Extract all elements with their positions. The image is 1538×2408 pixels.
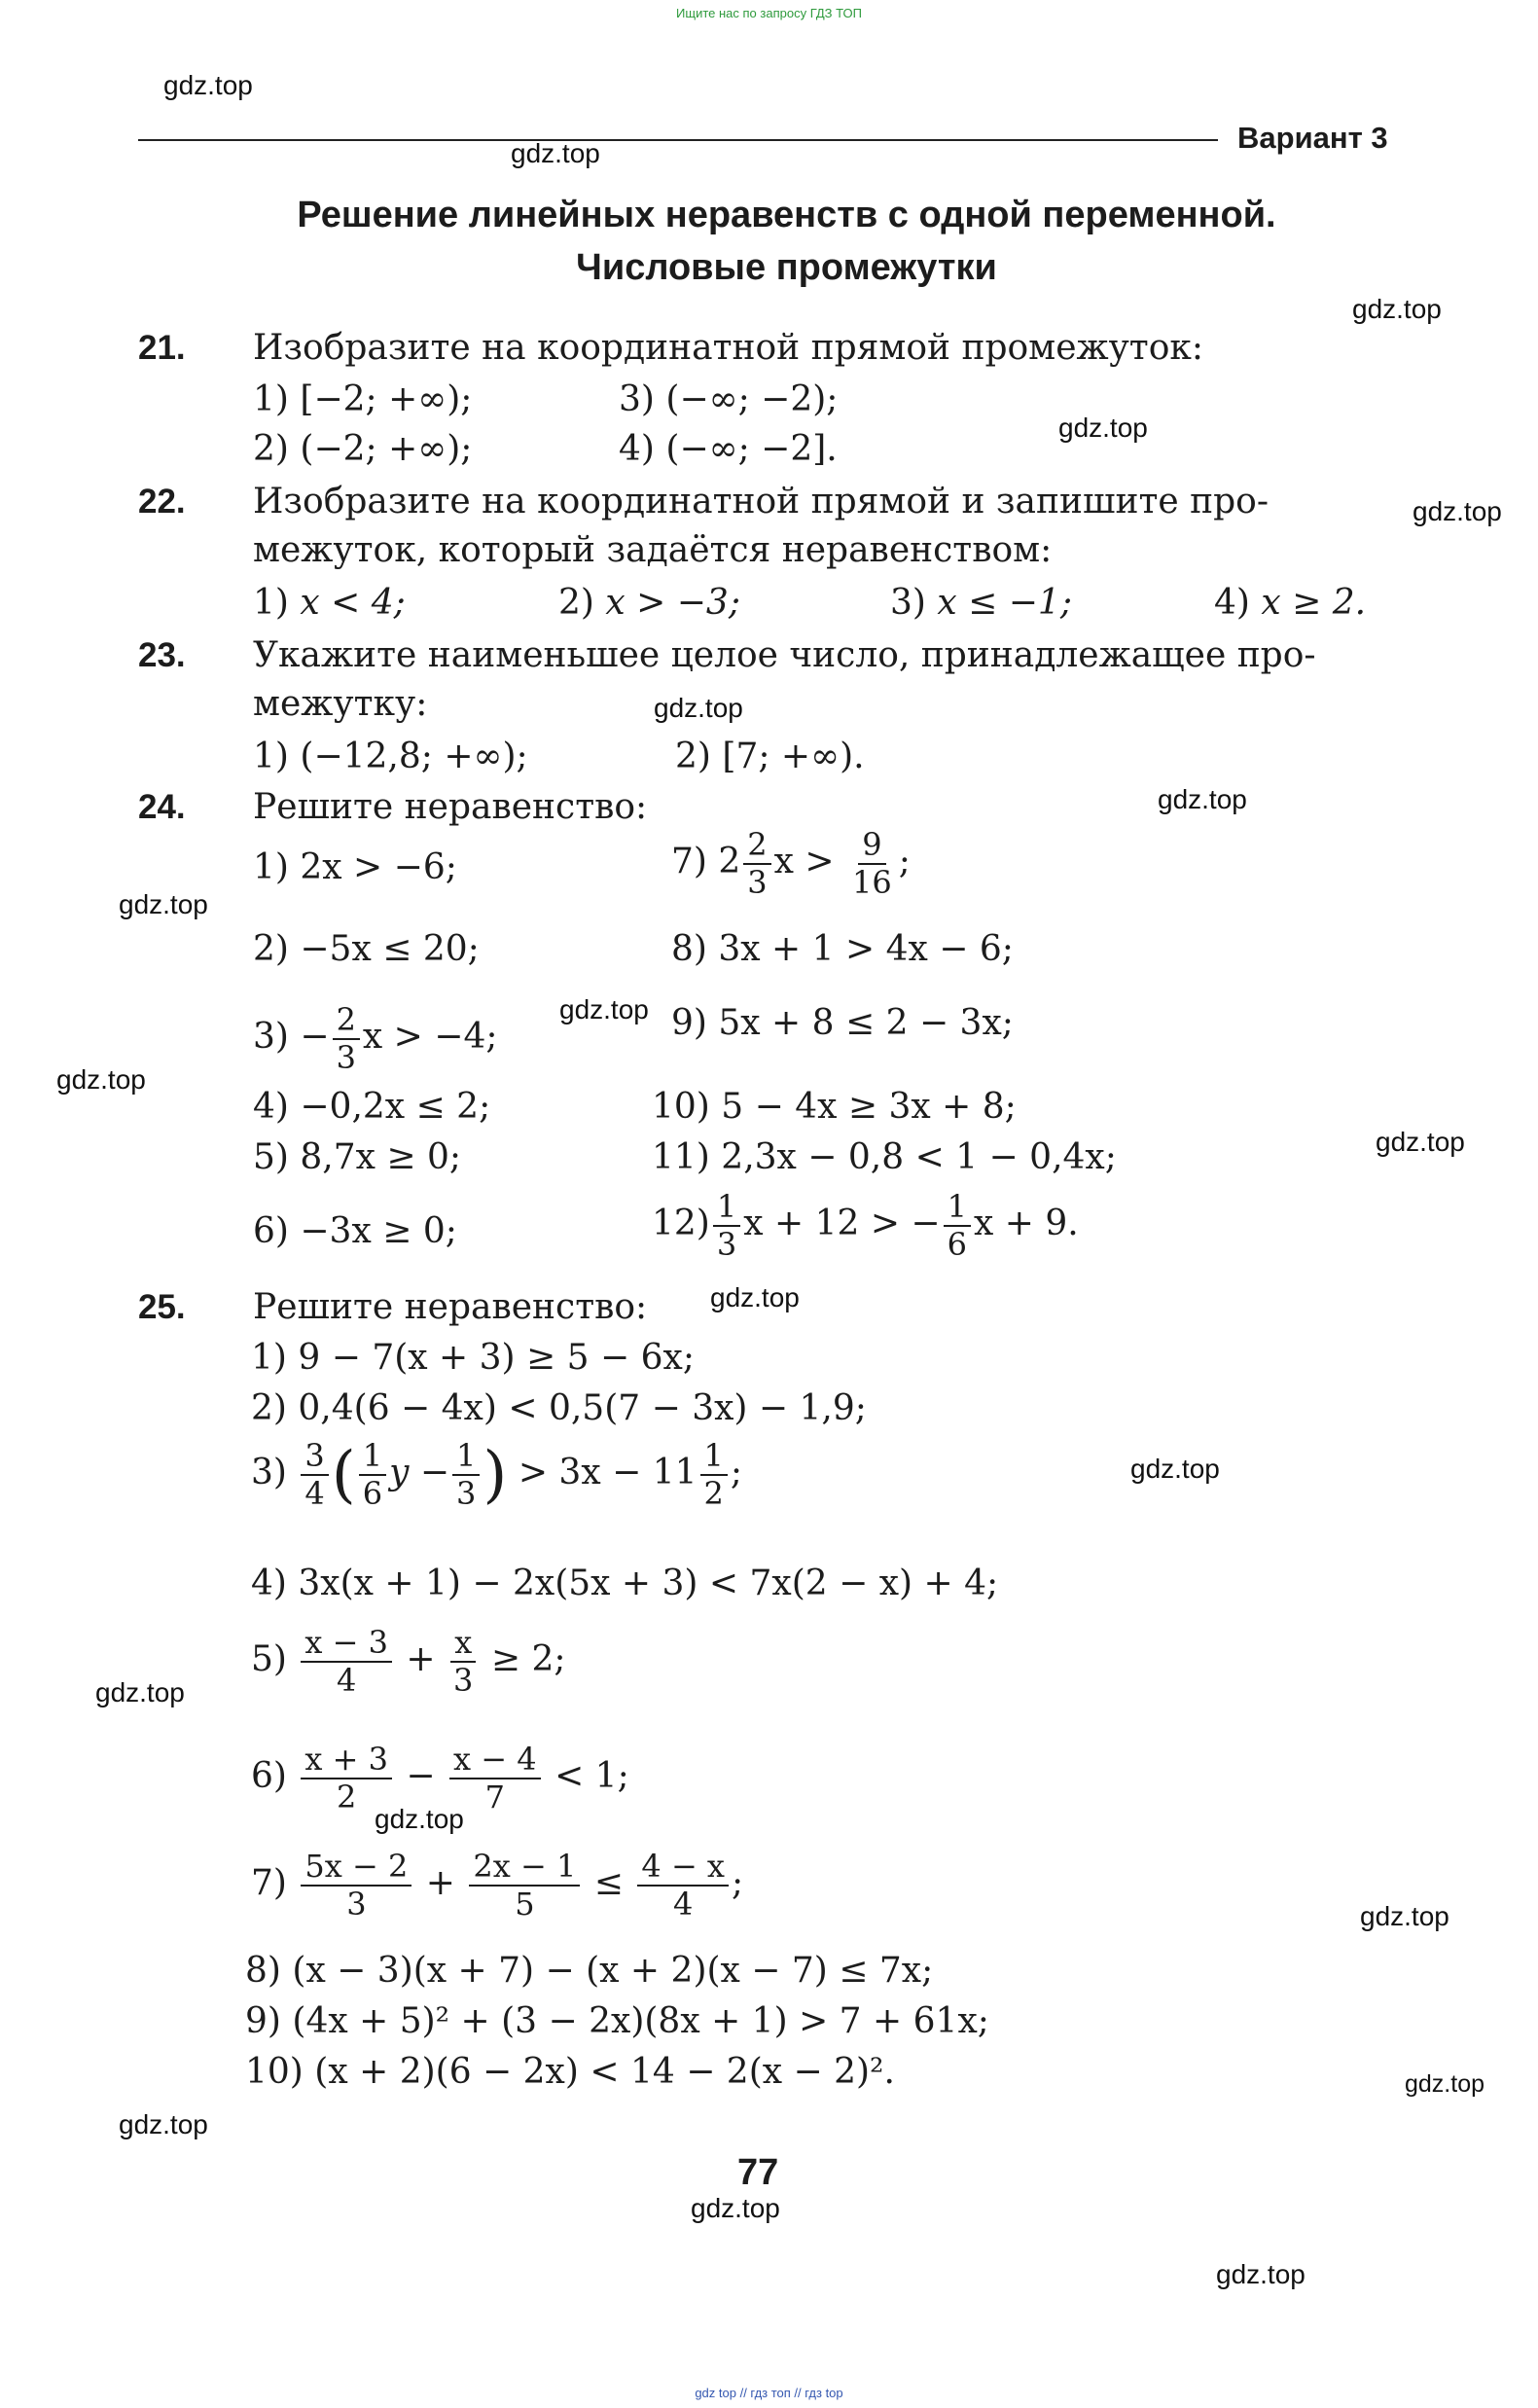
denominator: 16 (852, 863, 892, 901)
fraction (700, 1438, 728, 1512)
item-text: 7) (251, 1862, 287, 1903)
watermark: gdz.top (1058, 413, 1148, 443)
item-math: x > −3; (605, 583, 740, 623)
problem-23-text-2: межутку: (253, 684, 428, 724)
numerator: 3 (301, 1438, 328, 1476)
item-text: x > −4; (362, 1016, 498, 1057)
numerator: x + 3 (301, 1742, 392, 1779)
watermark: gdz.top (1360, 1901, 1449, 1931)
problem-22-item-2 (558, 583, 740, 623)
problem-23-heading (138, 635, 1316, 675)
fraction (944, 1189, 971, 1263)
fraction (452, 1438, 480, 1512)
watermark: gdz.top (56, 1064, 146, 1095)
problem-21-item-3: 3) (−∞; −2); (619, 379, 839, 419)
problem-21-item-4: 4) (−∞; −2]. (619, 429, 838, 469)
problem-number: 21. (138, 329, 186, 367)
problem-text: Изобразите на координатной прямой и запишите про- (253, 482, 1269, 521)
problem-24-heading (138, 787, 648, 827)
problem-text: Изобразите на координатной прямой промежуток: (253, 328, 1204, 368)
watermark: gdz.top (511, 138, 600, 168)
denominator: 3 (716, 1225, 737, 1263)
fraction (301, 1438, 328, 1512)
problem-23-item-2: 2) [7; +∞). (675, 737, 865, 776)
item-text: 6) (251, 1755, 287, 1796)
item-label: 1) (253, 583, 289, 623)
watermark: gdz.top (654, 693, 743, 723)
item-text: 3) (251, 1452, 287, 1492)
problem-25-item-8: 8) (x − 3)(x + 7) − (x + 2)(x − 7) ≤ 7x; (245, 1951, 934, 1991)
watermark: gdz.top (1405, 2070, 1485, 2098)
problem-22-text-2: межуток, который задаётся неравенством: (253, 530, 1053, 570)
problem-24-item-3 (253, 1002, 497, 1076)
item-text: + (406, 1638, 436, 1679)
item-text: − (406, 1755, 436, 1796)
problem-24-item-8: 8) 3x + 1 > 4x − 6; (671, 929, 1014, 969)
item-text: ; (898, 841, 911, 881)
item-label: 2) (558, 583, 594, 623)
problem-25-heading (138, 1287, 648, 1327)
problem-number: 23. (138, 636, 186, 674)
problem-number: 22. (138, 483, 186, 521)
denominator: 5 (515, 1885, 535, 1923)
item-text: x + 12 > − (743, 1203, 941, 1243)
denominator: 3 (453, 1661, 474, 1699)
problem-25-item-10: 10) (x + 2)(6 − 2x) < 14 − 2(x − 2)². (245, 2052, 895, 2092)
item-math: x ≤ −1; (937, 583, 1072, 623)
watermark: gdz.top (1352, 294, 1442, 324)
watermark: gdz.top (95, 1677, 185, 1707)
numerator: 5x − 2 (301, 1849, 411, 1887)
problem-24-item-1: 1) 2x > −6; (253, 847, 457, 887)
item-text: + (425, 1862, 455, 1903)
problem-22-heading (138, 482, 1269, 521)
numerator: 4 − x (637, 1849, 729, 1887)
item-text: 12) (652, 1203, 710, 1243)
item-text: ; (730, 1452, 743, 1492)
problem-24-item-2: 2) −5x ≤ 20; (253, 929, 480, 969)
numerator: 9 (858, 827, 885, 865)
numerator: 2 (333, 1002, 360, 1040)
problem-23-item-1: 1) (−12,8; +∞); (253, 737, 528, 776)
problem-number: 25. (138, 1288, 186, 1326)
item-text: < 1; (554, 1755, 629, 1796)
watermark: gdz.top (559, 994, 649, 1024)
denominator: 2 (337, 1778, 357, 1815)
numerator: x − 3 (301, 1625, 392, 1663)
item-text: 5) (251, 1638, 287, 1679)
left-paren: ( (331, 1438, 356, 1511)
item-text: ≥ 2; (490, 1638, 566, 1679)
fraction (449, 1625, 477, 1699)
problem-text: Укажите наименьшее целое число, принадлежащее про- (253, 635, 1316, 675)
problem-25-item-4: 4) 3x(x + 1) − 2x(5x + 3) < 7x(2 − x) + 4; (251, 1563, 999, 1603)
variant-label: Вариант 3 (1237, 121, 1388, 155)
denominator: 3 (346, 1885, 367, 1923)
item-text: 3) − (253, 1016, 330, 1057)
item-text: x > (773, 841, 835, 881)
problem-24-item-6: 6) −3x ≥ 0; (253, 1211, 457, 1251)
item-text: 7) 2 (671, 841, 741, 881)
problem-22-item-4 (1214, 583, 1367, 623)
fraction (333, 1002, 360, 1076)
problem-24-item-5: 5) 8,7x ≥ 0; (253, 1137, 462, 1177)
fraction (743, 827, 770, 901)
problem-25-item-2: 2) 0,4(6 − 4x) < 0,5(7 − 3x) − 1,9; (251, 1388, 867, 1428)
item-math: x ≥ 2. (1261, 583, 1367, 623)
fraction (301, 1625, 392, 1699)
problem-25-item-7 (251, 1849, 743, 1923)
problem-24-item-4: 4) −0,2x ≤ 2; (253, 1087, 491, 1127)
problem-24-item-10: 10) 5 − 4x ≥ 3x + 8; (652, 1087, 1017, 1127)
watermark: gdz.top (1158, 784, 1247, 814)
problem-text: Решите неравенство: (253, 787, 648, 827)
numerator: 1 (359, 1438, 386, 1476)
problem-25-item-9: 9) (4x + 5)² + (3 − 2x)(8x + 1) > 7 + 61x; (245, 2001, 989, 2041)
item-math: x < 4; (300, 583, 406, 623)
denominator: 3 (747, 863, 768, 901)
watermark: gdz.top (691, 2193, 780, 2223)
denominator: 4 (673, 1885, 694, 1923)
fraction (301, 1849, 411, 1923)
denominator: 6 (362, 1474, 383, 1512)
fraction (713, 1189, 740, 1263)
denominator: 6 (947, 1225, 967, 1263)
fraction (469, 1849, 580, 1923)
problem-24-item-12 (652, 1189, 1079, 1263)
item-text: ; (731, 1862, 744, 1903)
problem-21-heading (138, 328, 1204, 368)
problem-21-item-2: 2) (−2; +∞); (253, 429, 473, 469)
numerator: 2x − 1 (469, 1849, 580, 1887)
numerator: 1 (713, 1189, 740, 1227)
item-text: x + 9. (973, 1203, 1079, 1243)
numerator: 2 (743, 827, 770, 865)
problem-24-item-9: 9) 5x + 8 ≤ 2 − 3x; (671, 1003, 1014, 1043)
denominator: 3 (456, 1474, 477, 1512)
watermark: gdz.top (1216, 2259, 1306, 2289)
problem-21-item-1: 1) [−2; +∞); (253, 379, 473, 419)
denominator: 2 (703, 1474, 724, 1512)
item-text: ≤ (593, 1862, 624, 1903)
problem-22-item-3 (890, 583, 1072, 623)
problem-24-item-11: 11) 2,3x − 0,8 < 1 − 0,4x; (652, 1137, 1117, 1177)
denominator: 4 (337, 1661, 357, 1699)
top-search-note: Ищите нас по запросу ГДЗ ТОП (676, 6, 862, 20)
watermark: gdz.top (1130, 1454, 1220, 1484)
watermark: gdz.top (119, 889, 208, 919)
watermark: gdz.top (119, 2109, 208, 2139)
watermark: gdz.top (375, 1804, 464, 1834)
header-rule (138, 139, 1218, 141)
problem-text: Решите неравенство: (253, 1287, 648, 1327)
problem-25-item-3 (251, 1438, 742, 1512)
section-subtitle: Числовые промежутки (576, 247, 997, 288)
numerator: 1 (944, 1189, 971, 1227)
problem-number: 24. (138, 788, 186, 826)
watermark: gdz.top (163, 70, 253, 100)
item-text: > 3x − 11 (518, 1452, 697, 1492)
item-label: 3) (890, 583, 926, 623)
right-paren: ) (483, 1438, 508, 1511)
fraction (637, 1849, 729, 1923)
problem-25-item-5 (251, 1625, 566, 1699)
page-number: 77 (737, 2152, 779, 2193)
item-label: 4) (1214, 583, 1250, 623)
denominator: 4 (304, 1474, 325, 1512)
problem-22-item-1 (253, 583, 406, 623)
denominator: 7 (484, 1778, 505, 1815)
problem-25-item-1: 1) 9 − 7(x + 3) ≥ 5 − 6x; (251, 1338, 695, 1378)
fraction (848, 827, 896, 901)
numerator: x − 4 (449, 1742, 541, 1779)
bottom-note: gdz top // гдз топ // гдз top (695, 2386, 843, 2400)
numerator: 1 (452, 1438, 480, 1476)
problem-24-item-7 (671, 827, 911, 901)
watermark: gdz.top (1413, 496, 1502, 526)
item-text: y − (389, 1452, 450, 1492)
fraction (359, 1438, 386, 1512)
watermark: gdz.top (710, 1282, 800, 1312)
denominator: 3 (336, 1038, 356, 1076)
section-title: Решение линейных неравенств с одной переменной. (297, 195, 1276, 235)
watermark: gdz.top (1376, 1127, 1465, 1157)
numerator: x (450, 1625, 476, 1663)
numerator: 1 (700, 1438, 728, 1476)
